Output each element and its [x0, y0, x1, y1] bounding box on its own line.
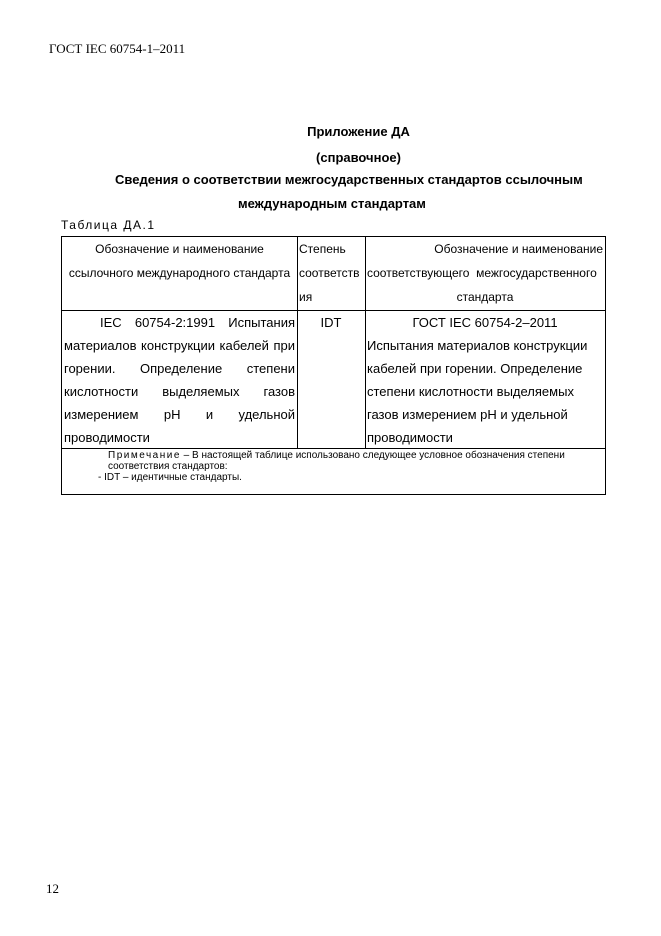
correspondence-table	[61, 236, 606, 495]
cell-interstate-standard	[367, 311, 603, 449]
column-header-degree: Степень соответств ия	[299, 242, 360, 304]
interstate-title: Испытания материалов конструкции кабелей при горении. Определение степени кислотности выделяемых газов измерением pH и удельной проводимости	[367, 338, 588, 445]
page-number: 12	[46, 881, 59, 896]
document-header: ГОСТ IEC 60754-1–2011	[49, 41, 186, 56]
annex-caption-line-1: Сведения о соответствии межгосударственных стандартов ссылочным	[115, 172, 583, 187]
note-label: Примечание	[108, 450, 181, 461]
annex-caption-line-2: международным стандартам	[238, 196, 426, 211]
note-item: - IDT – идентичные стандарты.	[98, 472, 242, 483]
column-header-interstate: Обозначение и наименование соответствующего межгосударственного стандарта	[367, 242, 603, 304]
cell-degree: IDT	[320, 315, 342, 330]
interstate-code: ГОСТ IEC 60754-2–2011	[412, 315, 558, 330]
annex-status: (справочное)	[316, 150, 401, 165]
column-header-international: Обозначение и наименование ссылочного международного стандарта	[68, 242, 291, 280]
table-note	[62, 450, 605, 483]
column-divider	[365, 237, 366, 449]
table-label: Таблица ДА.1	[61, 218, 156, 232]
cell-international-standard: IEC 60754-2:1991 Испытания материалов конструкции кабелей при горении. Определение степени кислотности выделяемых газов измерением pH и удельной проводимости	[64, 315, 295, 445]
column-divider	[297, 237, 298, 449]
note-text: – В настоящей таблице использовано следующее условное обозначения степени соответствия стандартов:	[108, 450, 565, 472]
annex-title: Приложение ДА	[307, 124, 410, 139]
